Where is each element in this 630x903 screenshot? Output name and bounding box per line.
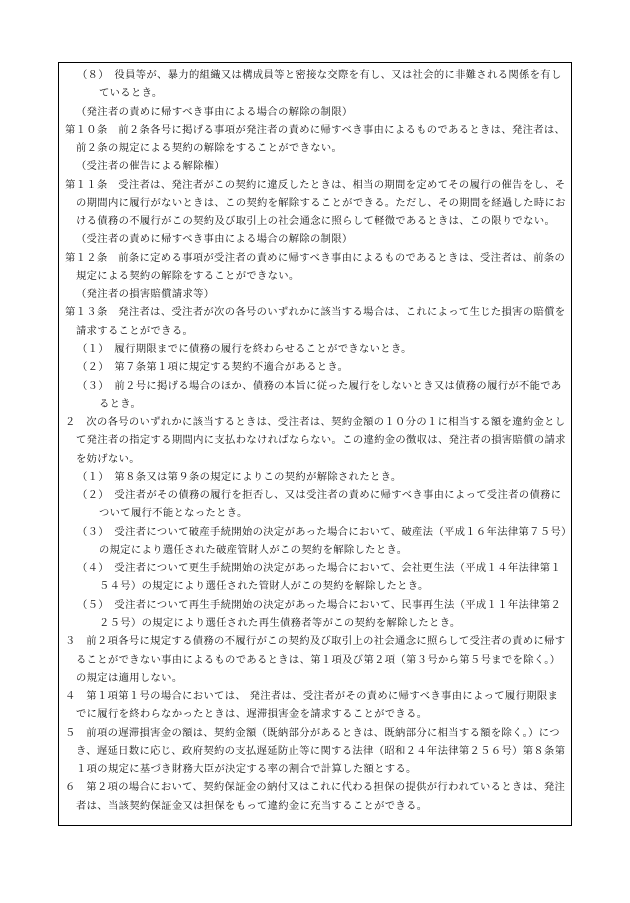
paragraph: ３ 前２項各号に規定する債務の不履行がこの契約及び取引上の社会通念に照らして受注者の責めに帰することができない事由によるものであるときは、第１項及び第２項（第３号から第５号までを除く。）の規定は適用しない。 <box>65 635 566 684</box>
paragraph: ５ 前項の遅滞損害金の額は、契約金額（既納部分があるときは、既納部分に相当する額を除く。）につき、遅延日数に応じ、政府契約の支払遅延防止等に関する法律（昭和２４年法律第２５６号）第８条第１項の規定に基づき財務大臣が決定する率の割合で計算した額とする。 <box>65 726 566 776</box>
item-line: （２） 第７条第１項に規定する契約不適合があるとき。 <box>77 361 349 374</box>
item-line: （８） 役員等が、暴力的組織又は構成員等と密接な交際を有し、又は社会的に非難される関係を有しているとき。 <box>77 69 562 100</box>
section-heading: （受注者の催告による解除権） <box>76 160 226 173</box>
article-10: 第１０条 前２条各号に掲げる事項が発注者の責めに帰すべき事由によるものであるときは、発注者は、前２条の規定による契約の解除をすることができない。 <box>65 123 566 155</box>
document-frame <box>58 62 572 826</box>
item-line: （３） 受注者について破産手続開始の決定があった場合において、破産法（平成１６年法律第７５号）の規定により選任された破産管財人がこの契約を解除したとき。 <box>77 525 567 556</box>
item-line: （３） 前２号に掲げる場合のほか、債務の本旨に従った履行をしないとき又は債務の履行が不能であるとき。 <box>77 379 562 410</box>
item-line: （４） 受注者について更生手続開始の決定があった場合において、会社更生法（平成１４年法律第１５４号）の規定により選任された管財人がこの契約を解除したとき。 <box>77 562 562 593</box>
article-13: 第１３条 発注者は、受注者が次の各号のいずれかに該当する場合は、これによって生じた損害の賠償を請求することができる。 <box>65 306 566 337</box>
paragraph: ６ 第２項の場合において、契約保証金の納付又はこれに代わる担保の提供が行われているときは、発注者は、当該契約保証金又は担保をもって違約金に充当することができる。 <box>65 781 566 812</box>
item-line: （１） 第８条又は第９条の規定によりこの契約が解除されたとき。 <box>77 470 402 483</box>
article-12: 第１２条 前条に定める事項が受注者の責めに帰すべき事由によるものであるときは、受注者は、前条の規定による契約の解除をすることができない。 <box>65 251 566 282</box>
paragraph: ２ 次の各号のいずれかに該当するときは、受注者は、契約金額の１０分の１に相当する額を違約金として発注者の指定する期間内に支払わなければならない。この違約金の徴収は、発注者の損害賠償の請求を妨げない。 <box>65 416 566 465</box>
section-heading: （発注者の責めに帰すべき事由による場合の解除の制限） <box>76 105 353 118</box>
item-line: （２） 受注者がその債務の履行を拒否し、又は受注者の責めに帰すべき事由によって受注者の債務について履行不能となったとき。 <box>77 489 562 520</box>
article-11: 第１１条 受注者は、発注者がこの契約に違反したときは、相当の期間を定めてその履行の催告をし、その期間内に履行がないときは、この契約を解除することができる。ただし、その期間を経過した時における債務の不履行がこの契約及び取引上の社会通念に照らして軽微であるときは、この限りでない。 <box>65 178 566 228</box>
document-body <box>65 66 567 815</box>
paragraph: ４ 第１項第１号の場合においては、 発注者は、受注者がその責めに帰すべき事由によって履行期限までに履行を終わらなかったときは、遅滞損害金を請求することができる。 <box>65 690 559 721</box>
item-line: （５） 受注者について再生手続開始の決定があった場合において、民事再生法（平成１１年法律第２２５号）の規定により選任された再生債務者等がこの契約を解除したとき。 <box>77 598 562 629</box>
item-line: （１） 履行期限までに債務の履行を終わらせることができないとき。 <box>77 342 412 355</box>
section-heading: （受注者の責めに帰すべき事由による場合の解除の制限） <box>76 233 353 246</box>
section-heading: （発注者の損害賠償請求等） <box>76 288 215 301</box>
